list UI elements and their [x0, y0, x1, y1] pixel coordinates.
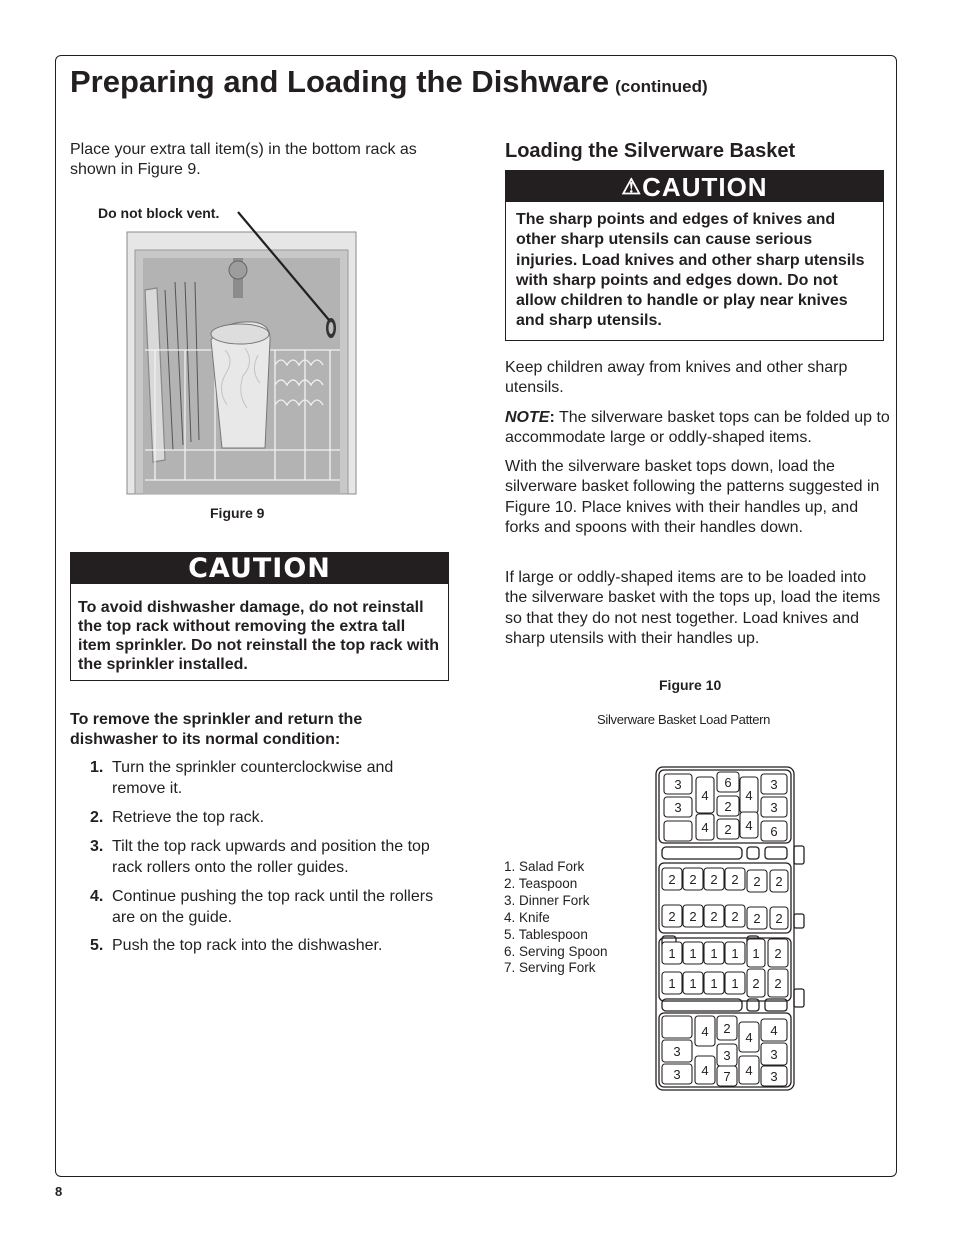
legend-item: 6. Serving Spoon	[504, 943, 608, 959]
basket-cell-number: 3	[674, 800, 682, 815]
basket-cell-number: 2	[689, 872, 697, 887]
step-text: Tilt the top rack upwards and position the top rack rollers onto the roller guides.	[112, 838, 430, 876]
basket-cell-number: 2	[668, 872, 676, 887]
note-colon: :	[549, 409, 555, 426]
basket-cell-number: 2	[752, 976, 760, 991]
legend-item: 1. Salad Fork	[504, 859, 585, 874]
page-number: 8	[55, 1184, 63, 1199]
basket-cell-number: 2	[668, 909, 676, 924]
right-caution-bar	[506, 171, 883, 202]
intro-text: Place your extra tall item(s) in the bottom rack as shown in Figure 9.	[70, 141, 417, 179]
step-1	[90, 758, 450, 799]
title-suffix: (continued)	[615, 77, 708, 96]
step-3	[90, 837, 450, 878]
legend-item: 4. Knife	[504, 909, 550, 925]
right-caution-text: The sharp points and edges of knives and other sharp utensils can cause serious injuries. Load knives and other sharp utensils with sharp points and edges down. Do not allow children to handle or play near knives and sharp utensils.	[516, 211, 865, 330]
legend-item: 7. Serving Fork	[504, 960, 596, 976]
silverware-basket-diagram	[650, 764, 810, 1094]
basket-cell-number: 1	[710, 976, 718, 991]
basket-cell-number: 3	[770, 777, 778, 792]
left-caution-title: CAUTION	[71, 553, 448, 584]
basket-cell-number: 4	[770, 1023, 778, 1038]
right-caution-title: CAUTION	[642, 172, 768, 202]
basket-cell-number: 2	[774, 976, 782, 991]
basket-cell-number: 3	[770, 1069, 778, 1084]
basket-cell-number: 3	[674, 777, 682, 792]
step-5	[90, 936, 450, 957]
basket-cell-number: 3	[770, 800, 778, 815]
basket-cell-number: 1	[752, 946, 760, 961]
basket-cell-number: 2	[689, 909, 697, 924]
right-caution-box	[505, 170, 884, 341]
remove-heading: To remove the sprinkler and return the dishwasher to its normal condition:	[70, 711, 363, 749]
figure-10-subtitle: Silverware Basket Load Pattern	[597, 712, 771, 727]
basket-cell-number: 1	[668, 976, 676, 991]
step-number: 3.	[90, 838, 104, 855]
step-2	[90, 808, 450, 829]
basket-cell-number: 7	[723, 1069, 731, 1084]
basket-cell-number: 2	[724, 822, 732, 837]
note-paragraph	[505, 408, 890, 449]
basket-cell-number: 2	[753, 911, 761, 926]
left-caution-box	[70, 552, 449, 681]
basket-cell-number: 3	[723, 1048, 731, 1063]
para-tops-up: If large or oddly-shaped items are to be loaded into the silverware basket with the tops up, load the items so that they do not nest together. Load knives and sharp utensils with their handles up.	[505, 569, 881, 647]
step-number: 5.	[90, 937, 104, 954]
basket-empty-cell	[662, 1016, 692, 1038]
step-text: Push the top rack into the dishwasher.	[112, 937, 383, 954]
basket-cell-number: 6	[724, 775, 732, 790]
basket-cell-number: 2	[775, 874, 783, 889]
legend-item: 3. Dinner Fork	[504, 892, 590, 908]
basket-cell-number: 3	[673, 1044, 681, 1059]
legend-item: 2. Teaspoon	[504, 875, 578, 891]
figure-10-caption: Figure 10	[659, 677, 722, 693]
basket-cell-number: 2	[774, 946, 782, 961]
vent-label: Do not block vent.	[98, 205, 220, 221]
basket-cell-number: 4	[701, 788, 709, 803]
basket-cell-number: 4	[745, 1030, 753, 1045]
basket-cell-number: 1	[710, 946, 718, 961]
basket-cell-number: 2	[723, 1021, 731, 1036]
silverware-heading: Loading the Silverware Basket	[505, 140, 796, 162]
left-caution-text: To avoid dishwasher damage, do not reinstall the top rack without removing the extra tall item sprinkler. Do not reinstall the top rack with the sprinkler installed.	[78, 599, 439, 673]
basket-cell-number: 1	[731, 976, 739, 991]
basket-cell-number: 1	[689, 976, 697, 991]
basket-cell-number: 4	[701, 820, 709, 835]
basket-cell-number: 2	[724, 799, 732, 814]
note-label: NOTE	[505, 409, 550, 426]
basket-cell-number: 2	[753, 874, 761, 889]
basket-cell-number: 2	[731, 872, 739, 887]
basket-cell-number: 2	[731, 909, 739, 924]
warning-icon: ⚠	[621, 174, 643, 199]
basket-cell-number: 6	[770, 824, 778, 839]
basket-cell-number: 1	[731, 946, 739, 961]
step-text: Turn the sprinkler counterclockwise and remove it.	[112, 759, 394, 797]
basket-cell-number: 2	[775, 911, 783, 926]
step-number: 2.	[90, 809, 104, 826]
basket-empty-cell	[664, 821, 692, 841]
basket-cell-number: 2	[710, 872, 718, 887]
page-title: Preparing and Loading the Dishware (continued)	[70, 64, 708, 99]
basket-cell-number: 2	[710, 909, 718, 924]
basket-cell-number: 4	[701, 1024, 709, 1039]
para-tops-down: With the silverware basket tops down, load the silverware basket following the patterns suggested in Figure 10. Place knives with their handles up, and forks and spoons with their handles down.	[505, 458, 880, 536]
step-number: 4.	[90, 888, 104, 905]
step-number: 1.	[90, 759, 104, 776]
basket-cell-number: 4	[745, 788, 753, 803]
step-4	[90, 887, 450, 928]
step-text: Continue pushing the top rack until the rollers are on the guide.	[112, 888, 434, 926]
step-text: Retrieve the top rack.	[112, 809, 265, 826]
figure-9-caption: Figure 9	[210, 505, 265, 521]
basket-cell-number: 3	[770, 1047, 778, 1062]
basket-cell-number: 4	[745, 1063, 753, 1078]
basket-cell-number: 4	[745, 818, 753, 833]
figure-9-illustration	[125, 210, 360, 495]
basket-cell-number: 4	[701, 1063, 709, 1078]
basket-legend	[504, 859, 608, 977]
para-children: Keep children away from knives and other sharp utensils.	[505, 359, 848, 397]
legend-item: 5. Tablespoon	[504, 926, 588, 942]
basket-cell-number: 1	[668, 946, 676, 961]
basket-cell-number: 3	[673, 1067, 681, 1082]
note-text: The silverware basket tops can be folded up to accommodate large or oddly-shaped items.	[505, 409, 890, 447]
basket-cell-number: 1	[689, 946, 697, 961]
